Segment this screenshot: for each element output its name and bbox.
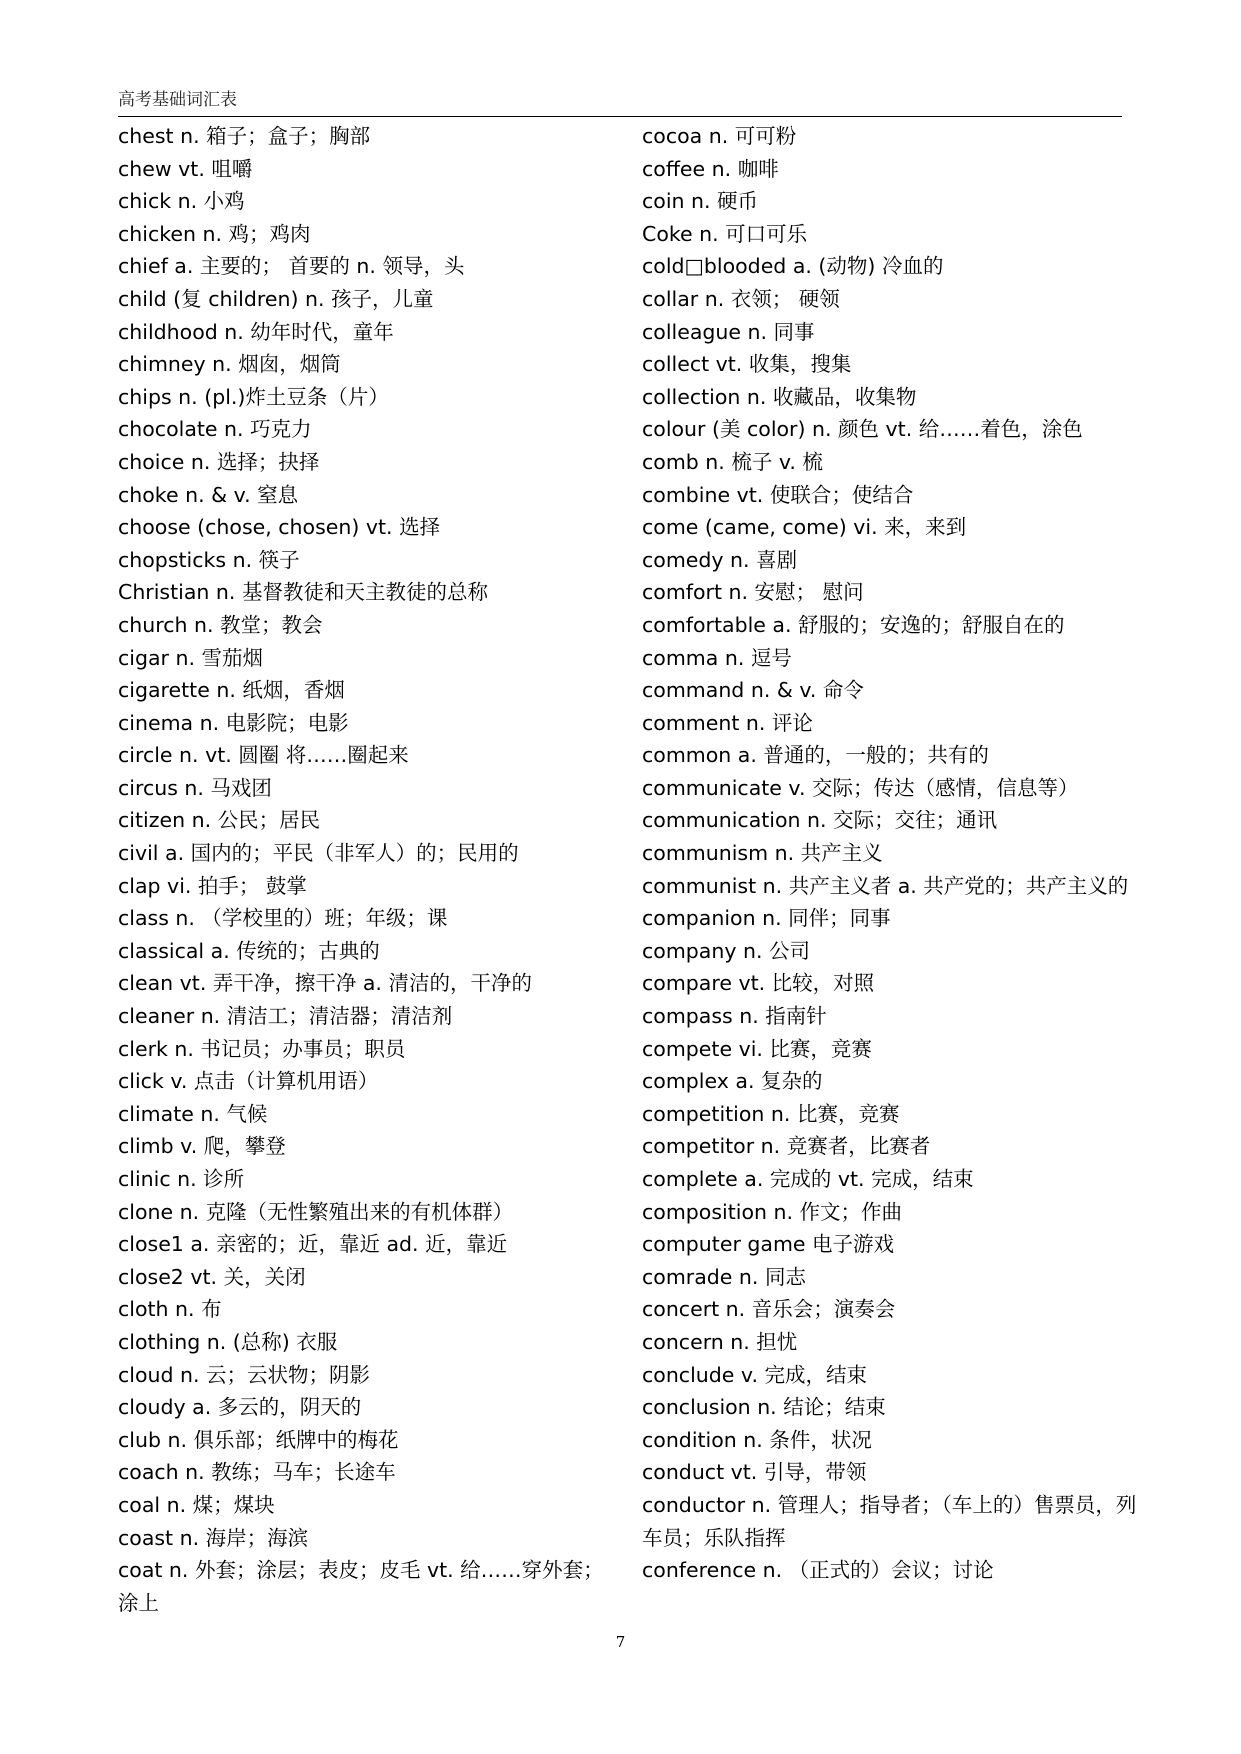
- vocabulary-entry: coin n. 硬币: [642, 189, 759, 214]
- vocabulary-entry: command n. & v. 命令: [642, 678, 864, 703]
- vocabulary-entry: conclude v. 完成，结束: [642, 1362, 867, 1387]
- vocabulary-entry: chips n. (pl.)炸土豆条（片）: [118, 384, 389, 409]
- vocabulary-entry: Coke n. 可口可乐: [642, 221, 808, 246]
- vocabulary-entry: competitor n. 竞赛者，比赛者: [642, 1134, 931, 1159]
- vocabulary-entry: Christian n. 基督教徒和天主教徒的总称: [118, 580, 488, 605]
- vocabulary-entry: chick n. 小鸡: [118, 189, 245, 214]
- vocabulary-entry: chest n. 箱子；盒子；胸部: [118, 124, 371, 148]
- vocabulary-entry: clothing n. (总称) 衣服: [118, 1329, 338, 1354]
- vocabulary-entry: choice n. 选择；抉择: [118, 449, 320, 474]
- vocabulary-entry: combine vt. 使联合；使结合: [642, 482, 914, 507]
- vocabulary-entry: civil a. 国内的；平民（非军人）的；民用的: [118, 841, 519, 866]
- vocabulary-entry: comb n. 梳子 v. 梳: [642, 449, 823, 474]
- vocabulary-entry: chew vt. 咀嚼: [118, 156, 253, 181]
- vocabulary-entry: cleaner n. 清洁工；清洁器；清洁剂: [118, 1004, 453, 1029]
- vocabulary-entry: cloud n. 云；云状物；阴影: [118, 1362, 371, 1387]
- vocabulary-entry: communication n. 交际；交往；通讯: [642, 808, 998, 833]
- vocabulary-entry: come (came, come) vi. 来，来到: [642, 515, 967, 540]
- vocabulary-column-left: [118, 120, 618, 1619]
- vocabulary-entry: condition n. 条件，状况: [642, 1427, 872, 1452]
- vocabulary-entry: chief a. 主要的； 首要的 n. 领导，头: [118, 254, 465, 279]
- vocabulary-entry: coast n. 海岸；海滨: [118, 1525, 309, 1550]
- vocabulary-entry: close2 vt. 关，关闭: [118, 1264, 306, 1289]
- vocabulary-entry: click v. 点击（计算机用语）: [118, 1069, 379, 1094]
- vocabulary-entry: compare vt. 比较，对照: [642, 971, 875, 996]
- vocabulary-entry: collection n. 收藏品，收集物: [642, 384, 917, 409]
- vocabulary-entry: communism n. 共产主义: [642, 841, 883, 866]
- vocabulary-entry: collar n. 衣领； 硬领: [642, 286, 840, 311]
- vocabulary-entry: climb v. 爬，攀登: [118, 1134, 286, 1159]
- vocabulary-entry: complex a. 复杂的: [642, 1069, 823, 1094]
- vocabulary-entry: climate n. 气候: [118, 1101, 268, 1126]
- vocabulary-entry: computer game 电子游戏: [642, 1232, 895, 1257]
- vocabulary-entry: club n. 俱乐部；纸牌中的梅花: [118, 1427, 399, 1452]
- vocabulary-entry: concern n. 担忧: [642, 1329, 798, 1354]
- vocabulary-entry: cigarette n. 纸烟，香烟: [118, 678, 345, 703]
- vocabulary-entry: conduct vt. 引导，带领: [642, 1460, 867, 1485]
- vocabulary-entry: child (复 children) n. 孩子，儿童: [118, 286, 434, 311]
- vocabulary-entry: conductor n. 管理人；指导者；（车上的）售票员，列车员；乐队指挥: [642, 1492, 1137, 1550]
- vocabulary-entry: clean vt. 弄干净，擦干净 a. 清洁的，干净的: [118, 971, 532, 996]
- vocabulary-entry: chopsticks n. 筷子: [118, 547, 300, 572]
- page-title: 高考基础词汇表: [118, 90, 237, 110]
- vocabulary-entry: classical a. 传统的；古典的: [118, 938, 380, 963]
- vocabulary-entry: colleague n. 同事: [642, 319, 815, 344]
- vocabulary-entry: compass n. 指南针: [642, 1004, 827, 1029]
- vocabulary-entry: cocoa n. 可可粉: [642, 124, 797, 148]
- vocabulary-entry: clinic n. 诊所: [118, 1167, 245, 1191]
- vocabulary-entry: common a. 普通的，一般的；共有的: [642, 743, 989, 768]
- vocabulary-entry: coffee n. 咖啡: [642, 156, 779, 181]
- vocabulary-entry: comma n. 逗号: [642, 645, 792, 670]
- vocabulary-entry: communicate v. 交际；传达（感情，信息等）: [642, 775, 1079, 800]
- vocabulary-entry: choose (chose, chosen) vt. 选择: [118, 515, 441, 540]
- vocabulary-entry: coach n. 教练；马车；长途车: [118, 1460, 396, 1485]
- vocabulary-entry: cold□blooded a. (动物) 冷血的: [642, 254, 944, 279]
- vocabulary-entry: colour (美 color) n. 颜色 vt. 给……着色，涂色: [642, 417, 1083, 442]
- vocabulary-entry: communist n. 共产主义者 a. 共产党的；共产主义的: [642, 873, 1129, 898]
- vocabulary-entry: composition n. 作文；作曲: [642, 1199, 903, 1224]
- vocabulary-entry: competition n. 比赛，竞赛: [642, 1101, 900, 1126]
- vocabulary-entry: coal n. 煤；煤块: [118, 1492, 275, 1517]
- vocabulary-entry: comedy n. 喜剧: [642, 547, 798, 572]
- vocabulary-entry: comment n. 评论: [642, 710, 813, 735]
- vocabulary-entry: clerk n. 书记员；办事员；职员: [118, 1036, 406, 1061]
- vocabulary-entry: conclusion n. 结论；结束: [642, 1395, 886, 1420]
- vocabulary-entry: cigar n. 雪茄烟: [118, 645, 264, 670]
- vocabulary-entry: coat n. 外套；涂层；表皮；皮毛 vt. 给……穿外套；涂上: [118, 1558, 604, 1615]
- vocabulary-entry: clone n. 克隆（无性繁殖出来的有机体群）: [118, 1199, 514, 1224]
- vocabulary-entry: cloudy a. 多云的，阴天的: [118, 1395, 362, 1420]
- vocabulary-entry: childhood n. 幼年时代，童年: [118, 319, 394, 344]
- vocabulary-entry: chimney n. 烟囱，烟筒: [118, 352, 341, 377]
- vocabulary-entry: comfort n. 安慰； 慰问: [642, 580, 864, 605]
- vocabulary-entry: conference n. （正式的）会议；讨论: [642, 1558, 994, 1583]
- vocabulary-entry: close1 a. 亲密的；近，靠近 ad. 近，靠近: [118, 1232, 508, 1257]
- vocabulary-entry: class n. （学校里的）班；年级；课: [118, 906, 448, 931]
- vocabulary-entry: clap vi. 拍手； 鼓掌: [118, 873, 307, 898]
- vocabulary-entry: complete a. 完成的 vt. 完成，结束: [642, 1167, 974, 1191]
- vocabulary-entry: comrade n. 同志: [642, 1264, 806, 1289]
- vocabulary-entry: circle n. vt. 圆圈 将……圈起来: [118, 743, 409, 768]
- vocabulary-entry: chocolate n. 巧克力: [118, 417, 312, 442]
- vocabulary-entry: chicken n. 鸡；鸡肉: [118, 221, 311, 246]
- vocabulary-entry: church n. 教堂；教会: [118, 612, 323, 637]
- vocabulary-entry: comfortable a. 舒服的；安逸的；舒服自在的: [642, 612, 1065, 637]
- vocabulary-column-right: [642, 120, 1142, 1587]
- vocabulary-entry: collect vt. 收集，搜集: [642, 352, 852, 377]
- page-header: [118, 86, 1122, 117]
- vocabulary-entry: companion n. 同伴；同事: [642, 906, 891, 931]
- vocabulary-entry: cloth n. 布: [118, 1297, 222, 1322]
- vocabulary-entry: choke n. & v. 窒息: [118, 482, 299, 507]
- page-number: 7: [615, 1633, 626, 1651]
- vocabulary-entry: cinema n. 电影院；电影: [118, 710, 349, 735]
- vocabulary-entry: compete vi. 比赛，竞赛: [642, 1036, 872, 1061]
- vocabulary-entry: company n. 公司: [642, 938, 811, 963]
- vocabulary-entry: concert n. 音乐会；演奏会: [642, 1297, 896, 1322]
- vocabulary-entry: circus n. 马戏团: [118, 775, 272, 800]
- vocabulary-entry: citizen n. 公民；居民: [118, 808, 321, 833]
